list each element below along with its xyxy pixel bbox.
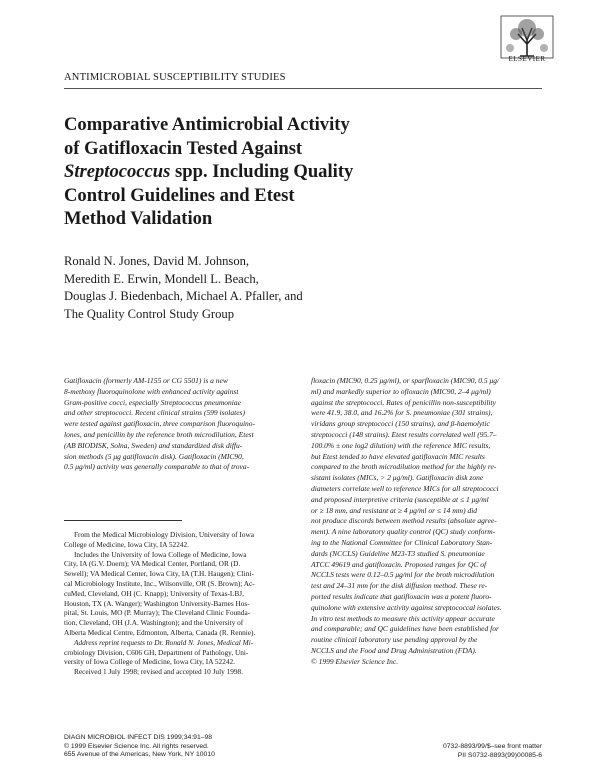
publisher-logo-text: ELSEVIER [508, 55, 546, 63]
title-line: Control Guidelines and Etest [64, 184, 295, 206]
abstract-line: ml) and markedly superior to ofloxacin (MIC90, 2–4 μg/ml) [311, 386, 491, 396]
article-title [64, 113, 353, 231]
footnote-line: Received 1 July 1998; revised and accepted 10 July 1998. [74, 667, 244, 677]
abstract-line: but Etest tended to have elevated gatifloxacin MIC results [311, 451, 485, 461]
abstract-line: In vitro test methods to measure this activity appear accurate [311, 613, 495, 623]
section-heading: ANTIMICROBIAL SUSCEPTIBILITY STUDIES [64, 72, 286, 83]
author-line: The Quality Control Study Group [64, 306, 235, 321]
footer-line: PII S0732-8893(99)00085-6 [457, 751, 542, 759]
abstract-line: and proposed interpretive criteria (susceptible at ≤ 1 μg/ml [311, 494, 489, 504]
title-line: Comparative Antimicrobial Activity [64, 114, 350, 135]
abstract-left-column [64, 376, 255, 473]
footer-line: © 1999 Elsevier Science Inc. All rights reserved. [64, 742, 209, 750]
abstract-line: 0.5 μg/ml) activity was generally comparable to that of trova- [64, 462, 250, 472]
abstract-line: against the streptococci. Rates of penicillin non-susceptibility [311, 397, 496, 407]
abstract-line: were 41.9, 38.0, and 16.2% for S. pneumoniae (301 strains), [311, 408, 493, 418]
abstract-line: 8-methoxy fluoroquinolone with enhanced activity against [64, 386, 239, 396]
affiliation-footnotes [64, 530, 255, 677]
abstract-line: dards (NCCLS) Guideline M23-T3 studied S. pneumoniae [311, 548, 485, 558]
abstract-line: © 1999 Elsevier Science Inc. [311, 656, 399, 666]
abstract-line: routine clinical laboratory use pending approval by the [311, 635, 478, 645]
footnote-line: tion, Cleveland, OH (J.A. Washington); and the University of [64, 618, 244, 628]
abstract-line: quinolone with extensive activity against streptococcal isolates. [311, 602, 502, 612]
abstract-line: sion methods (5 μg gatifloxacin disk). Gatifloxacin (MIC90, [64, 451, 244, 461]
author-line: Meredith E. Erwin, Mondell L. Beach, [64, 271, 259, 286]
section-divider [64, 88, 542, 89]
footer-line: DIAGN MICROBIOL INFECT DIS 1999;34:91–98 [64, 734, 213, 741]
abstract-line: ATCC 49619 and gatifloxacin. Proposed ranges for QC of [311, 559, 487, 569]
abstract-line: NCCLS and the Food and Drug Administration (FDA). [311, 645, 477, 655]
abstract-line: (AB BIODISK, Solna, Sweden) and standardized disk diffu- [64, 440, 243, 450]
abstract-line: ment). A nine laboratory quality control (QC) study conform- [311, 527, 496, 537]
title-line: Method Validation [64, 208, 213, 230]
author-list [64, 253, 303, 323]
abstract-line: 100.0% ± one log2 dilution) with the reference MIC results, [311, 440, 491, 450]
title-line [64, 160, 353, 184]
footnote-line: Houston, TX (A. Wanger); Washington University-Barnes Hos- [64, 598, 250, 608]
footnote-line: City, IA (G.V. Doern); VA Medical Center, Portland, OR (D. [64, 559, 241, 569]
abstract-line: viridans group streptococci (150 strains), and β-haemolytic [311, 419, 490, 429]
title-genus: Streptococcus [64, 161, 171, 183]
abstract-right-column [311, 376, 502, 668]
abstract-line: Gram-positive cocci, especially Streptococcus pneumoniae [64, 397, 241, 407]
issn-pii-footer [443, 743, 542, 760]
abstract-line: compared to the broth microdilution method for the highly re- [311, 462, 497, 472]
author-line: Ronald N. Jones, David M. Johnson, [64, 254, 250, 268]
title-line: of Gatifloxacin Tested Against [64, 137, 303, 159]
author-line: Douglas J. Biedenbach, Michael A. Pfaller, and [64, 289, 303, 304]
abstract-line: or ≥ 18 mm, and resistant at ≥ 4 μg/ml or ≤ 14 mm) did [311, 505, 478, 515]
abstract-line: Gatifloxacin (formerly AM-1155 or CG 5501) is a new [64, 376, 228, 385]
abstract-line: and comparable; and QC guidelines have been established for [311, 624, 499, 634]
footer-line: 0732-8893/99/$–see front matter [443, 743, 542, 750]
footer-line: 655 Avenue of the Americas, New York, NY 10010 [64, 751, 215, 759]
abstract-line: NCCLS tests were 0.12–0.5 μg/ml for the broth microdilution [311, 570, 495, 580]
footnote-line: Alberta Medical Centre, Edmonton, Alberta, Canada (R. Rennie). [64, 627, 256, 637]
abstract-line: and other streptococci. Recent clinical strains (599 isolates) [64, 408, 245, 418]
footnote-line: cal Microbiology Institute, Inc., Wilsonville, OR (S. Brown); Ac- [64, 578, 255, 588]
title-line-rest: spp. Including Quality [170, 161, 354, 183]
abstract-line: floxacin (MIC90, 0.25 μg/ml), or sparfloxacin (MIC90, 0.5 μg/ [311, 376, 500, 385]
abstract-line: were tested against gatifloxacin, three comparison fluoroquino- [64, 419, 256, 429]
abstract-line: test and 24–31 mm for the disk diffusion method. These re- [311, 581, 488, 591]
footnote-line: From the Medical Microbiology Division, University of Iowa [74, 530, 254, 539]
abstract-line: streptococci (148 strains). Etest results correlated well (95.7– [311, 429, 497, 439]
footnote-line: Address reprint requests to Dr. Ronald N. Jones, Medical Mi- [74, 637, 254, 647]
abstract-line: sistant isolates (MICs, > 2 μg/ml). Gatifloxacin disk zone [311, 473, 484, 483]
footnote-line: versity of Iowa College of Medicine, Iowa City, IA 52242. [64, 657, 235, 667]
footnote-line: crobiology Division, C606 GH, Department of Pathology, Uni- [64, 647, 249, 657]
abstract-line: diameters correlate well to reference MICs for all streptococci [311, 483, 499, 493]
footnote-line: cuMed, Cleveland, OH (C. Knapp); University of Texas-LBJ, [64, 588, 244, 598]
footnote-line: Includes the University of Iowa College of Medicine, Iowa [74, 549, 247, 559]
footnote-line: Sewell); VA Medical Center, Iowa City, IA (T.H. Haugen); Clini- [64, 569, 254, 579]
footnote-line: pital, St. Louis, MO (P. Murray); The Cleveland Clinic Founda- [64, 608, 251, 618]
abstract-line: ported results indicate that gatifloxacin was a potent fluoro- [311, 591, 492, 601]
abstract-line: not produce discords between method results (absolute agree- [311, 516, 497, 526]
abstract-line: lones, and penicillin by the reference broth microdilution, Etest [64, 429, 254, 439]
footnote-divider [64, 520, 182, 521]
footnote-line: College of Medicine, Iowa City, IA 52242. [64, 539, 189, 549]
abstract-line: ing to the National Committee for Clinical Laboratory Stan- [311, 537, 493, 547]
journal-citation-footer [64, 734, 215, 760]
